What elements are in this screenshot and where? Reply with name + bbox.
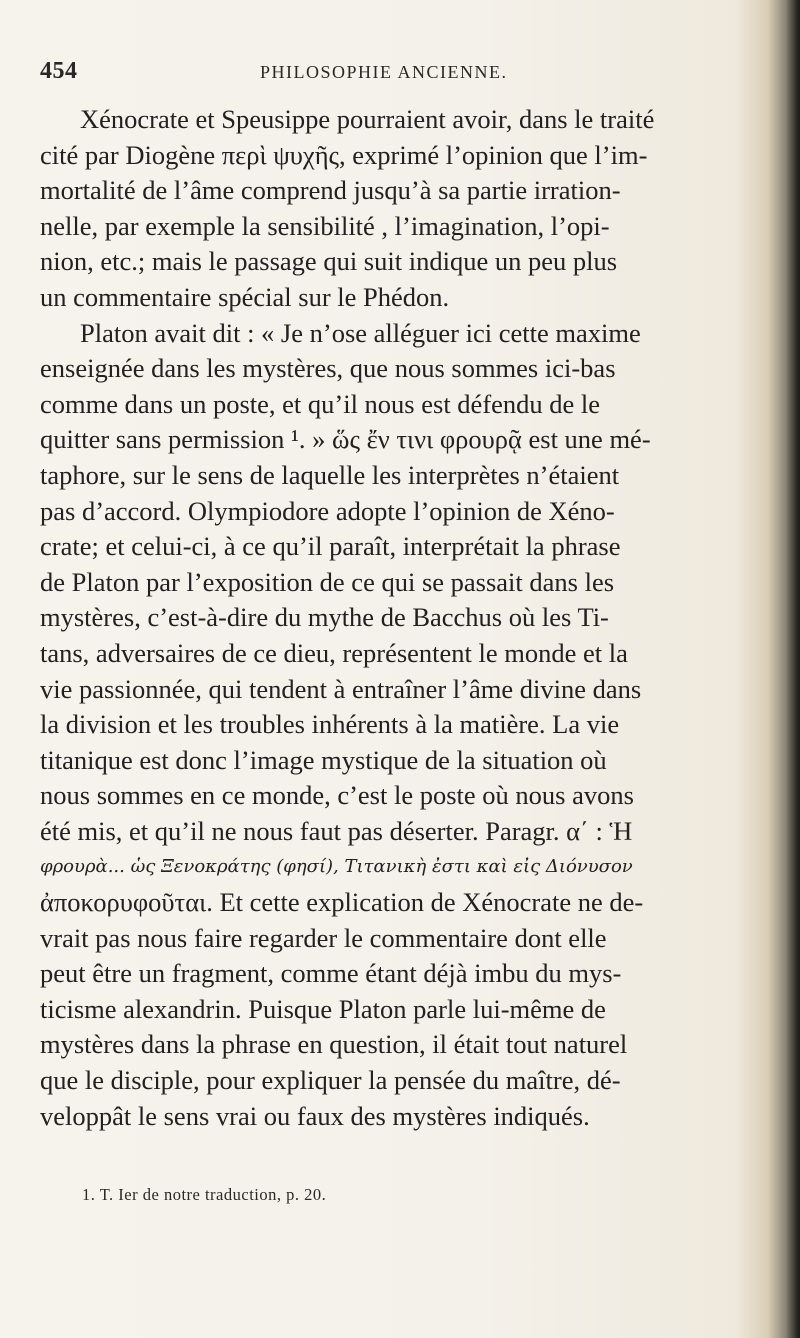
text-line: ticisme alexandrin. Puisque Platon parle lui-même de [40,993,606,1024]
text-line: tans, adversaires de ce dieu, représentent le monde et la [40,637,628,668]
page-number: 454 [40,58,78,84]
text-line: mortalité de l’âme comprend jusqu’à sa partie irration- [40,175,621,206]
page-header [40,58,740,88]
text-line: vrait pas nous faire regarder le commentaire dont elle [40,922,607,953]
text-line: mystères dans la phrase en question, il était tout naturel [40,1029,628,1060]
text-line: pas d’accord. Olympiodore adopte l’opinion de Xéno- [40,495,615,526]
text-line: nelle, par exemple la sensibilité , l’imagination, l’opi- [40,210,610,241]
text-line: taphore, sur le sens de laquelle les interprètes n’étaient [40,459,620,490]
text-line: enseignée dans les mystères, que nous sommes ici-bas [40,353,616,384]
text-line: mystères, c’est-à-dire du mythe de Bacchus où les Ti- [40,602,609,633]
text-line: ἀποκορυφοῦται. Et cette explication de Xénocrate ne de- [40,887,644,918]
text-line: un commentaire spécial sur le Phédon. [40,281,450,312]
text-line: quitter sans permission ¹. » ὥς ἔν τινι φρουρᾷ est une mé- [40,424,651,455]
text-line: crate; et celui-ci, à ce qu’il paraît, interprétait la phrase [40,531,621,562]
text-line: été mis, et qu’il ne nous faut pas déserter. Paragr. α΄ : Ἡ [40,815,633,846]
text-line: vie passionnée, qui tendent à entraîner l’âme divine dans [40,673,642,704]
text-line: la division et les troubles inhérents à la matière. La vie [40,709,620,740]
text-line: Xénocrate et Speusippe pourraient avoir, dans le traité [80,104,655,134]
text-line: titanique est donc l’image mystique de la situation où [40,744,607,775]
greek-quotation-line: φρουρὰ... ὡς Ξενοκράτης (φησί), Τιτανικὴ ἐστι καὶ εἰς Διόνυσον [40,856,633,878]
text-line: nion, etc.; mais le passage qui suit indique un peu plus [40,246,618,277]
text-line: Platon avait dit : « Je n’ose alléguer ici cette maxime [80,317,641,348]
text-line: cité par Diogène περὶ ψυχῆς, exprimé l’opinion que l’im- [40,139,648,170]
footnote: 1. T. Ier de notre traduction, p. 20. [82,1185,327,1204]
text-line: comme dans un poste, et qu’il nous est défendu de le [40,388,601,419]
running-head: PHILOSOPHIE ANCIENNE. [260,62,508,82]
text-line: que le disciple, pour expliquer la pensée du maître, dé- [40,1065,621,1096]
text-line: veloppât le sens vrai ou faux des mystères indiqués. [40,1100,590,1131]
body-text [40,102,762,1134]
text-line: nous sommes en ce monde, c’est le poste où nous avons [40,780,634,811]
text-line: de Platon par l’exposition de ce qui se passait dans les [40,566,615,597]
text-line: peut être un fragment, comme étant déjà imbu du mys- [40,958,622,989]
book-spine-shadow [786,0,800,1338]
